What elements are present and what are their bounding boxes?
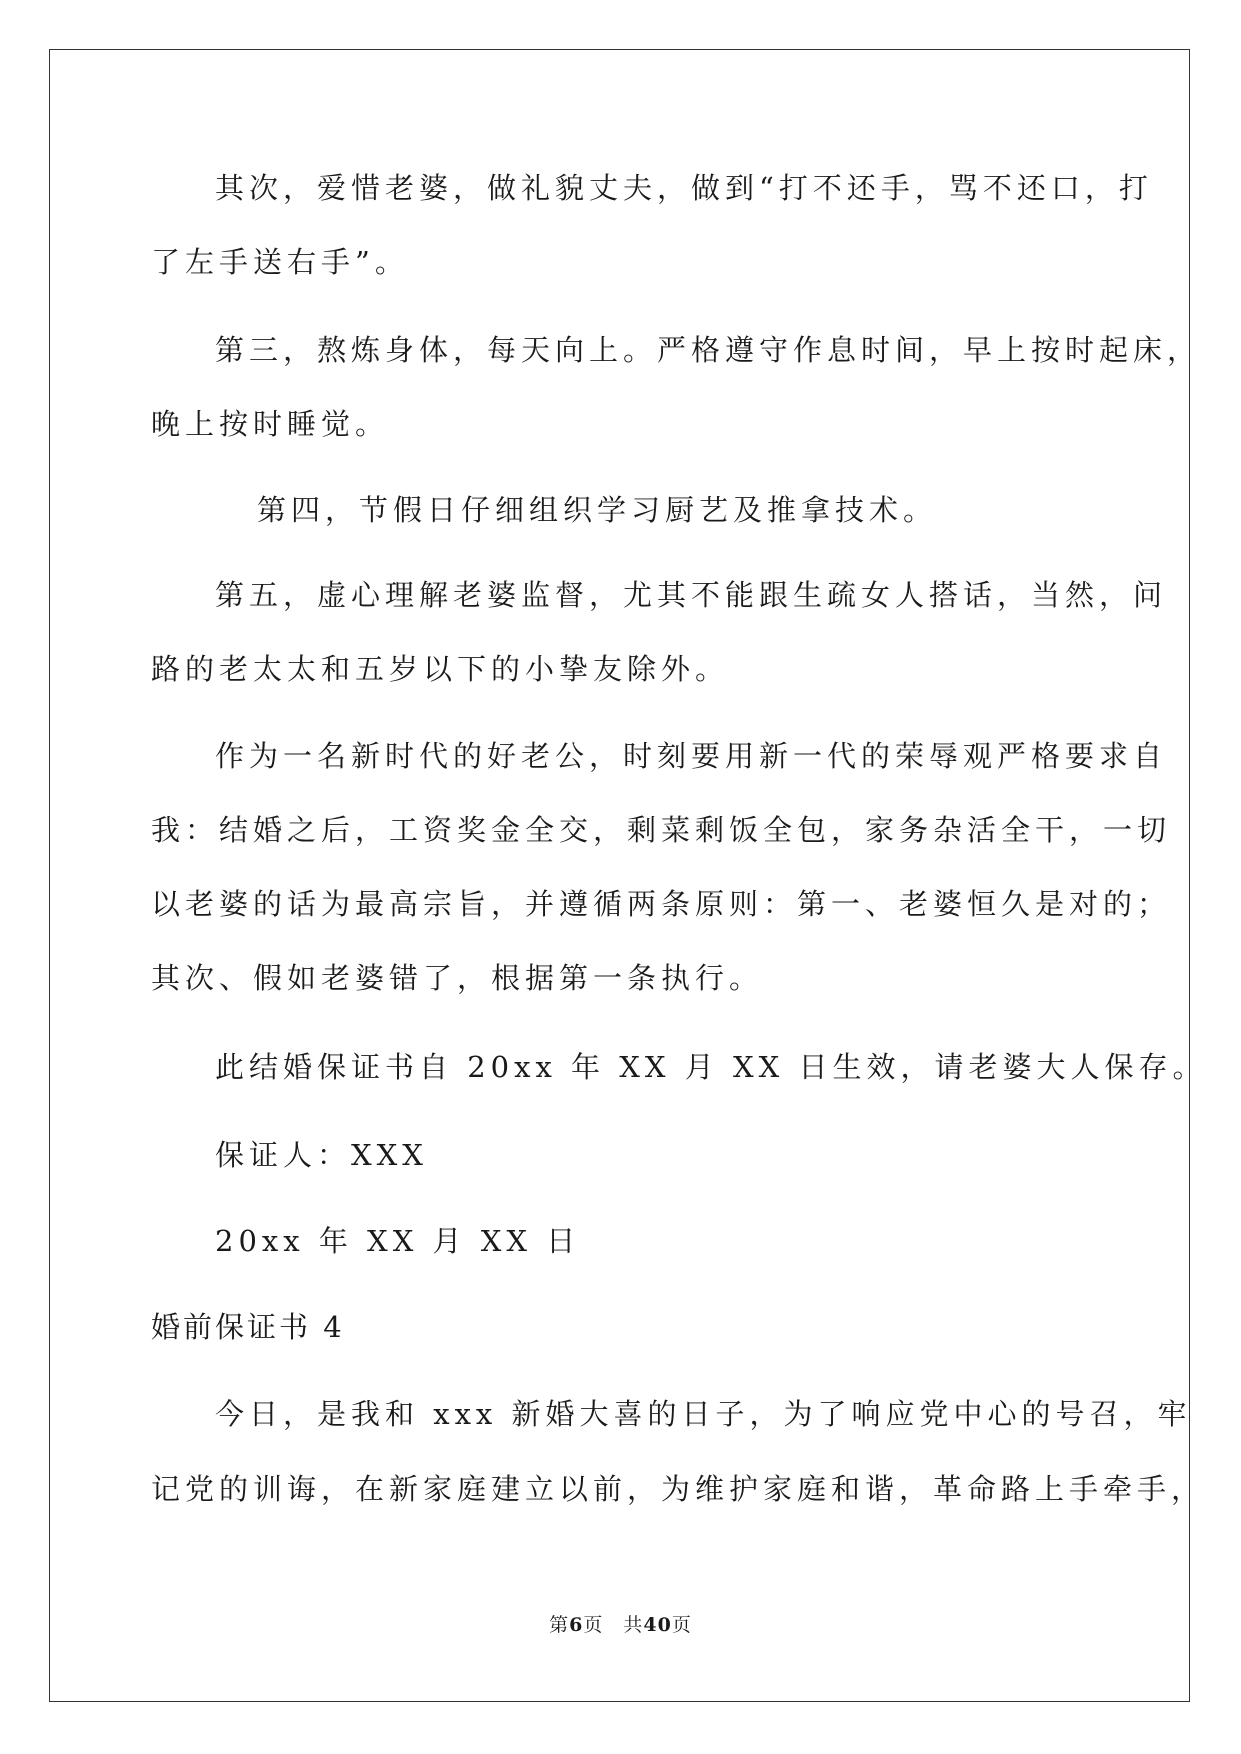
effective-date-line: 此结婚保证书自 20xx 年 XX 月 XX 日生效，请老婆大人保存。 bbox=[215, 1050, 1207, 1084]
paragraph-line: 以老婆的话为最高宗旨，并遵循两条原则：第一、老婆恒久是对的； bbox=[151, 887, 1172, 921]
paragraph-line: 第四，节假日仔细组织学习厨艺及推拿技术。 bbox=[257, 493, 938, 527]
footer-mid: 页 共 bbox=[583, 1614, 644, 1636]
paragraph-line: 第五，虚心理解老婆监督，尤其不能跟生疏女人搭话，当然，问 bbox=[215, 578, 1168, 612]
date-line: 20xx 年 XX 月 XX 日 bbox=[215, 1224, 581, 1258]
paragraph-line: 晚上按时睡觉。 bbox=[151, 407, 390, 441]
total-page-count: 40 bbox=[643, 1614, 672, 1636]
guarantor-line: 保证人：XXX bbox=[215, 1138, 428, 1172]
paragraph-line: 第三，熬炼身体，每天向上。严格遵守作息时间，早上按时起床， bbox=[215, 333, 1202, 367]
paragraph-line: 记党的训诲，在新家庭建立以前，为维护家庭和谐，革命路上手牵手， bbox=[151, 1472, 1206, 1506]
paragraph-line: 今日，是我和 xxx 新婚大喜的日子，为了响应党中心的号召，牢 bbox=[215, 1397, 1192, 1431]
footer-prefix: 第 bbox=[549, 1614, 570, 1636]
paragraph-line: 我：结婚之后，工资奖金全交，剩菜剩饭全包，家务杂活全干，一切 bbox=[151, 813, 1172, 847]
paragraph-line: 其次，爱惜老婆，做礼貌丈夫，做到“打不还手，骂不还口，打 bbox=[215, 171, 1153, 205]
paragraph-line: 作为一名新时代的好老公，时刻要用新一代的荣辱观严格要求自 bbox=[215, 739, 1168, 773]
current-page-number: 6 bbox=[569, 1614, 584, 1636]
section-heading: 婚前保证书 4 bbox=[151, 1310, 345, 1344]
page-footer bbox=[0, 1612, 1241, 1638]
footer-suffix: 页 bbox=[671, 1614, 692, 1636]
paragraph-line: 路的老太太和五岁以下的小挚友除外。 bbox=[151, 652, 730, 686]
paragraph-line: 了左手送右手”。 bbox=[151, 245, 409, 279]
page-border bbox=[49, 49, 1190, 1702]
paragraph-line: 其次、假如老婆错了，根据第一条执行。 bbox=[151, 961, 764, 995]
